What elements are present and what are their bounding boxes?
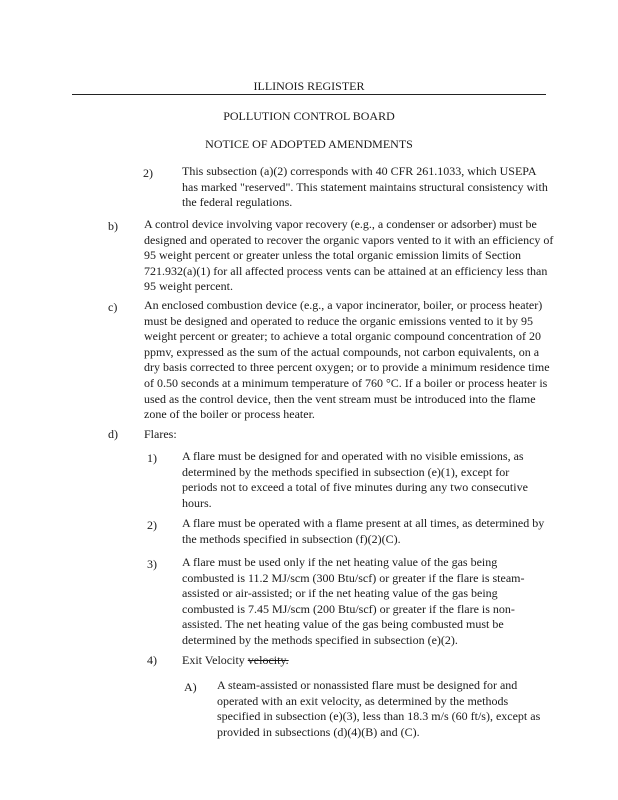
d3-label: 3): [147, 557, 157, 571]
d1-label: 1): [147, 451, 157, 465]
register-title: ILLINOIS REGISTER: [253, 79, 365, 93]
d2-label: 2): [147, 518, 157, 532]
d4-title: Exit Velocity: [182, 653, 245, 667]
header-rule: [72, 94, 546, 95]
d4a-text: A steam-assisted or nonassisted flare must be designed for and operated with an exit velocity, as determined by the methods specified in subsection (e)(3), less than 18.3 m/s (60 ft/s), except as provided in subsections (d)(4)(B) and (C).: [217, 678, 541, 739]
d4a-label: A): [184, 680, 197, 694]
item-d-title: Flares:: [144, 427, 177, 441]
d4-deleted-text: velocity.: [247, 653, 289, 667]
item-d-label: d): [108, 427, 118, 441]
item-2-text: This subsection (a)(2) corresponds with 40 CFR 261.1033, which USEPA has marked "reserved". This statement maintains structural consistency with the federal regulations.: [182, 164, 548, 210]
d3-text: A flare must be used only if the net heating value of the gas being combusted is 11.2 MJ/scm (300 Btu/scf) or greater if the flare is steam-assisted or air-assisted; or if the net heating value of the gas being combusted is 7.45 MJ/scm (200 Btu/scf) or greater if the flare is non-assisted. The net heating value of the gas being combusted must be determined by the methods specified in subsection (e)(2).: [182, 555, 525, 647]
item-c-label: c): [108, 300, 118, 314]
notice-title: NOTICE OF ADOPTED AMENDMENTS: [205, 137, 413, 151]
d2-text: A flare must be operated with a flame present at all times, as determined by the methods specified in subsection (f)(2)(C).: [182, 516, 545, 546]
d4-label: 4): [147, 653, 157, 667]
item-2-label: 2): [143, 166, 153, 180]
item-c-text: An enclosed combustion device (e.g., a vapor incinerator, boiler, or process heater) must be designed and operated to reduce the organic emissions vented to it by 95 weight percent or greater; to achieve a total organic compound concentration of 20 ppmv, expressed as the sum of the actual compounds, not carbon equivalents, on a dry basis corrected to three percent oxygen; or to provide a minimum residence time of 0.50 seconds at a minimum temperature of 760 °C. If a boiler or process heater is used as the control device, then the vent stream must be introduced into the flame zone of the boiler or process heater.: [144, 298, 550, 422]
d1-text: A flare must be designed for and operated with no visible emissions, as determined by the methods specified in subsection (e)(1), except for periods not to exceed a total of five minutes during any two consecutive hours.: [182, 449, 528, 510]
item-b-label: b): [108, 219, 118, 233]
board-title: POLLUTION CONTROL BOARD: [223, 109, 395, 123]
item-b-text: A control device involving vapor recovery (e.g., a condenser or adsorber) must be designed and operated to recover the organic vapors vented to it with an efficiency of 95 weight percent or greater unless the total organic emission limits of Section 721.932(a)(1) for all affected process vents can be attained at an efficiency less than 95 weight percent.: [144, 217, 554, 294]
d4-heading: [182, 653, 289, 667]
